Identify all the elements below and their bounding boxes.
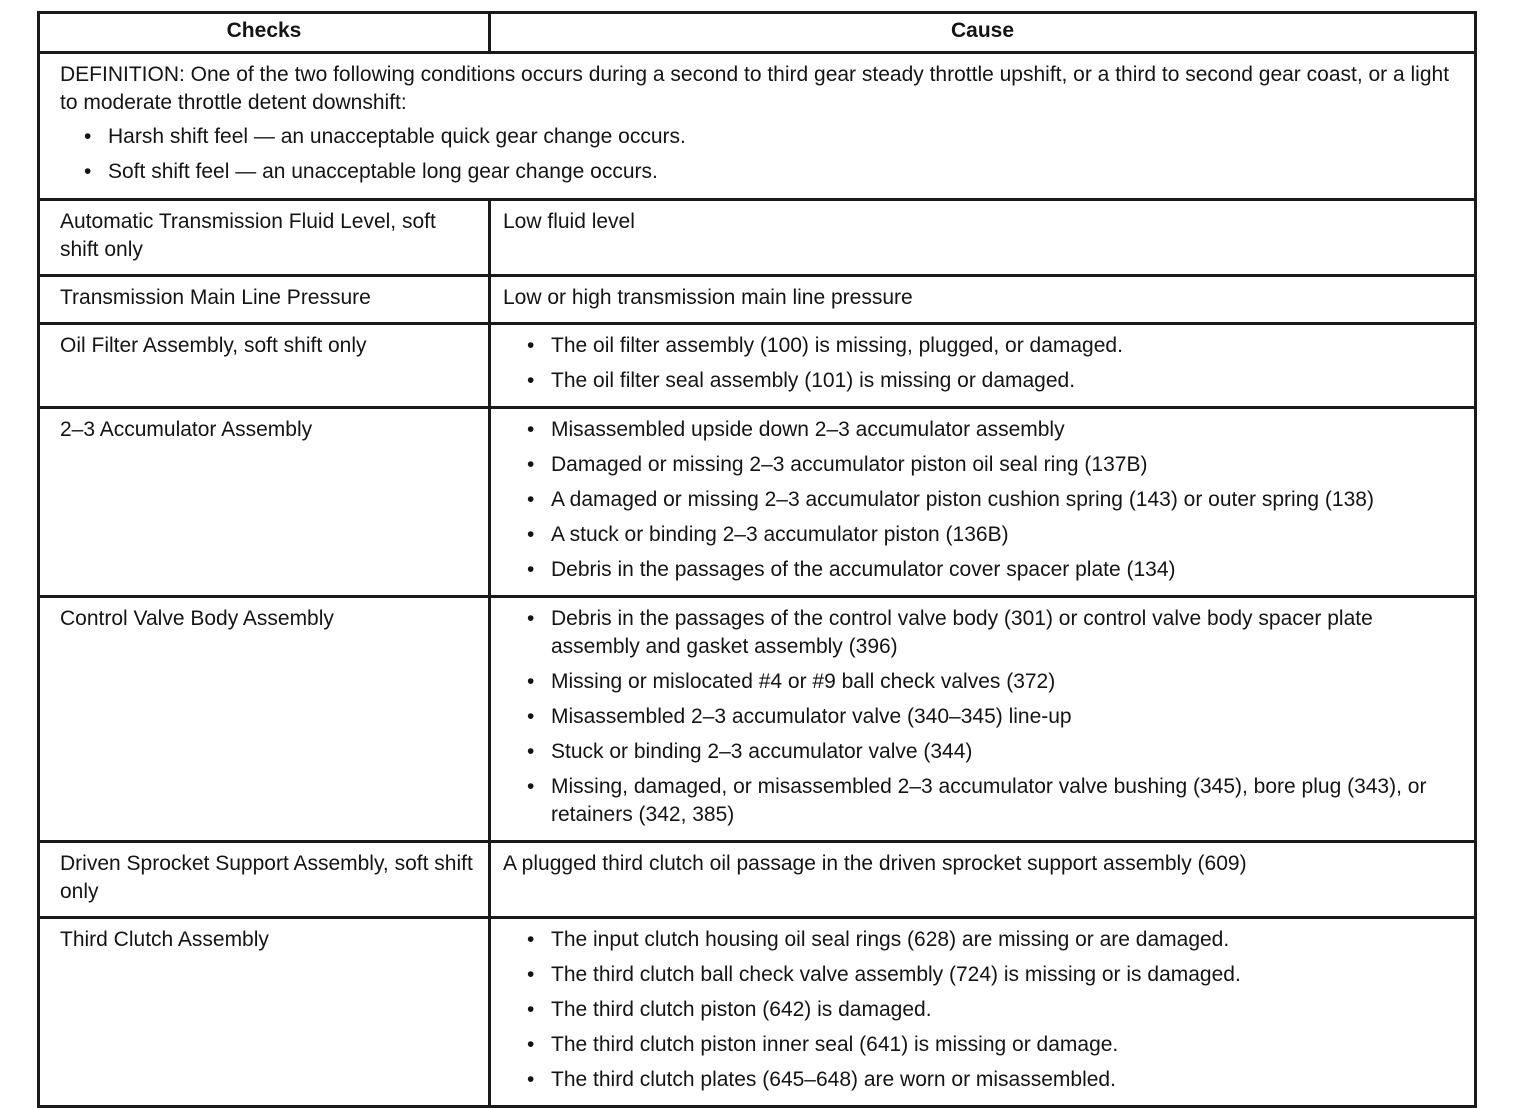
definition-bullet: • Harsh shift feel — an unacceptable quick gear change occurs.	[60, 123, 1454, 151]
definition-bullets	[60, 123, 1454, 186]
cause-item: • Debris in the passages of the accumulator cover spacer plate (134)	[503, 556, 1460, 584]
cause-cell	[490, 408, 1476, 597]
cause-item: • The third clutch plates (645–648) are worn or misassembled.	[503, 1066, 1460, 1094]
cause-cell	[490, 918, 1476, 1107]
check-cell: Oil Filter Assembly, soft shift only	[39, 324, 490, 408]
diagnosis-table	[37, 11, 1477, 1108]
check-cell: Control Valve Body Assembly	[39, 597, 490, 842]
check-cell: Transmission Main Line Pressure	[39, 276, 490, 324]
cause-item: • The third clutch piston (642) is damaged.	[503, 996, 1460, 1024]
table-row	[39, 842, 1476, 918]
cause-item: • The oil filter assembly (100) is missing, plugged, or damaged.	[503, 332, 1460, 360]
check-cell: Third Clutch Assembly	[39, 918, 490, 1107]
cause-item: • Stuck or binding 2–3 accumulator valve (344)	[503, 738, 1460, 766]
cause-item: • The third clutch piston inner seal (641) is missing or damage.	[503, 1031, 1460, 1059]
cause-list	[503, 926, 1460, 1094]
cause-item: • The third clutch ball check valve assembly (724) is missing or is damaged.	[503, 961, 1460, 989]
table-row	[39, 597, 1476, 842]
cause-cell	[490, 597, 1476, 842]
cause-header: Cause	[490, 13, 1476, 53]
check-cell: 2–3 Accumulator Assembly	[39, 408, 490, 597]
cause-item: • Damaged or missing 2–3 accumulator piston oil seal ring (137B)	[503, 451, 1460, 479]
table-row	[39, 276, 1476, 324]
cause-list	[503, 605, 1460, 829]
cause-item: • A stuck or binding 2–3 accumulator piston (136B)	[503, 521, 1460, 549]
cause-list	[503, 416, 1460, 584]
table-row	[39, 918, 1476, 1107]
cause-item: • Misassembled 2–3 accumulator valve (340–345) line-up	[503, 703, 1460, 731]
check-cell: Automatic Transmission Fluid Level, soft shift only	[39, 200, 490, 276]
cause-item: • Misassembled upside down 2–3 accumulator assembly	[503, 416, 1460, 444]
table-row	[39, 324, 1476, 408]
definition-row	[39, 53, 1476, 200]
cause-cell: A plugged third clutch oil passage in the driven sprocket support assembly (609)	[490, 842, 1476, 918]
cause-cell: Low or high transmission main line pressure	[490, 276, 1476, 324]
header-row	[39, 13, 1476, 53]
cause-cell	[490, 324, 1476, 408]
check-cell: Driven Sprocket Support Assembly, soft shift only	[39, 842, 490, 918]
checks-header: Checks	[39, 13, 490, 53]
cause-list	[503, 332, 1460, 395]
definition-bullet: • Soft shift feel — an unacceptable long gear change occurs.	[60, 158, 1454, 186]
table-row	[39, 200, 1476, 276]
cause-item: • Debris in the passages of the control valve body (301) or control valve body spacer plate assembly and gasket assembly (396)	[503, 605, 1460, 661]
definition-cell	[39, 53, 1476, 200]
cause-item: • The input clutch housing oil seal rings (628) are missing or are damaged.	[503, 926, 1460, 954]
cause-cell: Low fluid level	[490, 200, 1476, 276]
cause-item: • Missing or mislocated #4 or #9 ball check valves (372)	[503, 668, 1460, 696]
cause-item: • The oil filter seal assembly (101) is missing or damaged.	[503, 367, 1460, 395]
cause-item: • A damaged or missing 2–3 accumulator piston cushion spring (143) or outer spring (138)	[503, 486, 1460, 514]
definition-text: DEFINITION: One of the two following conditions occurs during a second to third gear steady throttle upshift, or a third to second gear coast, or a light to moderate throttle detent downshift:	[60, 63, 1450, 114]
table-row	[39, 408, 1476, 597]
cause-item: • Missing, damaged, or misassembled 2–3 accumulator valve bushing (345), bore plug (343), or retainers (342, 385)	[503, 773, 1460, 829]
